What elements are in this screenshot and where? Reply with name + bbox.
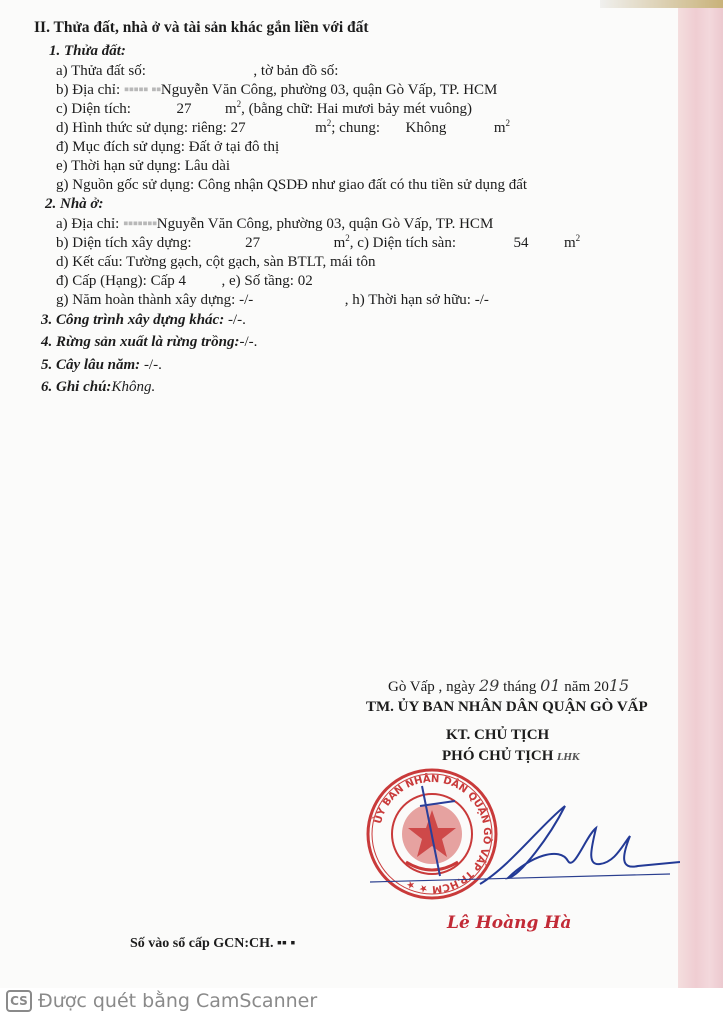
purpose-value: Đất ở tại đô thị	[188, 139, 280, 155]
house-address-row	[56, 215, 493, 233]
origin-value: Công nhận QSDĐ như giao đất có thu tiền sử dụng đất	[197, 177, 528, 193]
usage-private: 27	[230, 120, 246, 136]
floors-value: 02	[297, 273, 313, 289]
area-value: 27	[176, 101, 192, 117]
land-address-row	[56, 81, 497, 99]
built-area-label: b) Diện tích xây dựng:	[56, 235, 192, 251]
camscanner-logo-icon: CS	[6, 990, 32, 1012]
initials: LHK	[557, 753, 580, 763]
origin-label: g) Nguồn gốc sử dụng:	[56, 177, 195, 193]
registry-label: Số vào sổ cấp GCN:	[130, 936, 250, 951]
item-notes: 6. Ghi chú:Không.	[41, 379, 156, 395]
signing-date: Gò Vấp , ngày 29 tháng 01 năm 2015	[388, 676, 630, 695]
land-term-row	[56, 157, 230, 175]
house-area-row: b) Diện tích xây dựng: 27 $m^2$, c) Diện tích sàn: 54 $m^2$	[56, 233, 581, 251]
usage-form-label: d) Hình thức sử dụng: riêng:	[56, 120, 227, 136]
land-area-row: c) Diện tích: 27 $m^2$, (bằng chữ: Hai mươi bảy mét vuông)	[56, 99, 472, 117]
area-unit: m	[224, 101, 237, 117]
signing-day: 29	[478, 676, 500, 695]
house-heading: 2. Nhà ở:	[45, 196, 104, 212]
registry-line	[130, 935, 295, 953]
address-redacted: ▪▪▪▪▪ ▪▪	[123, 82, 161, 98]
item-other-works: 3. Công trình xây dựng khác: -/-.	[41, 312, 246, 328]
usage-common: Không	[405, 120, 447, 136]
land-origin-row	[56, 176, 527, 194]
floors-label: , e) Số tầng:	[221, 273, 294, 289]
house-structure-row	[56, 253, 375, 271]
floor-area-value: 54	[513, 235, 529, 251]
floor-area-label: , c) Diện tích sàn:	[349, 235, 456, 251]
house-address-label: a) Địa chỉ:	[56, 216, 120, 232]
address-label: b) Địa chỉ:	[56, 82, 121, 98]
usage-common-label: ; chung:	[331, 120, 380, 136]
signing-place: Gò Vấp ,	[388, 679, 443, 695]
grade-value: Cấp 4	[150, 273, 186, 289]
signing-year-suffix: 15	[608, 676, 630, 695]
official-seal-and-signature	[360, 766, 680, 906]
signer-name: Lê Hoàng Hà	[447, 913, 572, 933]
ownership-value: -/-	[474, 292, 489, 308]
signing-month: 01	[540, 676, 561, 695]
ownership-label: , h) Thời hạn sở hữu:	[344, 292, 471, 308]
svg-text:ỦY BAN NHÂN DÂN QUẬN GÒ VẤP TP: ỦY BAN NHÂN DÂN QUẬN GÒ VẤP TP.HCM ★ ★	[373, 773, 493, 895]
page-corner	[600, 0, 723, 8]
land-heading: 1. Thửa đất:	[49, 43, 126, 59]
area-words: , (bằng chữ: Hai mươi bảy mét vuông)	[241, 101, 472, 117]
land-usage-row: d) Hình thức sử dụng: riêng: 27 $m^2$; chung: Không $m^2$	[56, 118, 511, 136]
parcel-label: a) Thửa đất số:	[56, 63, 146, 79]
signature-stroke-2	[480, 806, 680, 884]
pink-page-edge	[678, 0, 723, 988]
completion-label: g) Năm hoàn thành xây dựng:	[56, 292, 236, 308]
structure-value: Tường gạch, cột gạch, sàn BTLT, mái tôn	[126, 254, 376, 270]
term-label: e) Thời hạn sử dụng:	[56, 158, 181, 174]
completion-value: -/-	[239, 292, 254, 308]
map-label: , tờ bản đồ số:	[253, 63, 339, 79]
house-completion-row	[56, 291, 489, 309]
structure-label: d) Kết cấu:	[56, 254, 123, 270]
address-value: Nguyễn Văn Công, phường 03, quận Gò Vấp, TP. HCM	[160, 82, 498, 98]
land-purpose-row	[56, 138, 279, 156]
purpose-label: đ) Mục đích sử dụng:	[56, 139, 185, 155]
camscanner-watermark: Được quét bằng CamScanner	[38, 990, 318, 1012]
section-title: II. Thửa đất, nhà ở và tài sản khác gắn liền với đất	[34, 19, 369, 36]
issuing-organization: TM. ỦY BAN NHÂN DÂN QUẬN GÒ VẤP	[366, 699, 648, 715]
item-forest: 4. Rừng sản xuất là rừng trồng:-/-.	[41, 334, 258, 350]
house-address-value: Nguyễn Văn Công, phường 03, quận Gò Vấp, TP. HCM	[156, 216, 494, 232]
signature-underline	[370, 874, 670, 882]
registry-value: CH. ▪▪ ▪	[249, 936, 296, 951]
land-parcel-row	[56, 62, 338, 80]
grade-label: đ) Cấp (Hạng):	[56, 273, 147, 289]
house-address-redacted: ▪▪▪▪▪▪▪	[123, 216, 157, 232]
role-line-1: KT. CHỦ TỊCH	[446, 727, 550, 743]
item-perennial-trees: 5. Cây lâu năm: -/-.	[41, 357, 162, 373]
built-area-value: 27	[245, 235, 261, 251]
term-value: Lâu dài	[184, 158, 231, 174]
area-label: c) Diện tích:	[56, 101, 131, 117]
role-line-2: PHÓ CHỦ TỊCH LHK	[442, 748, 580, 764]
house-grade-row	[56, 272, 313, 290]
